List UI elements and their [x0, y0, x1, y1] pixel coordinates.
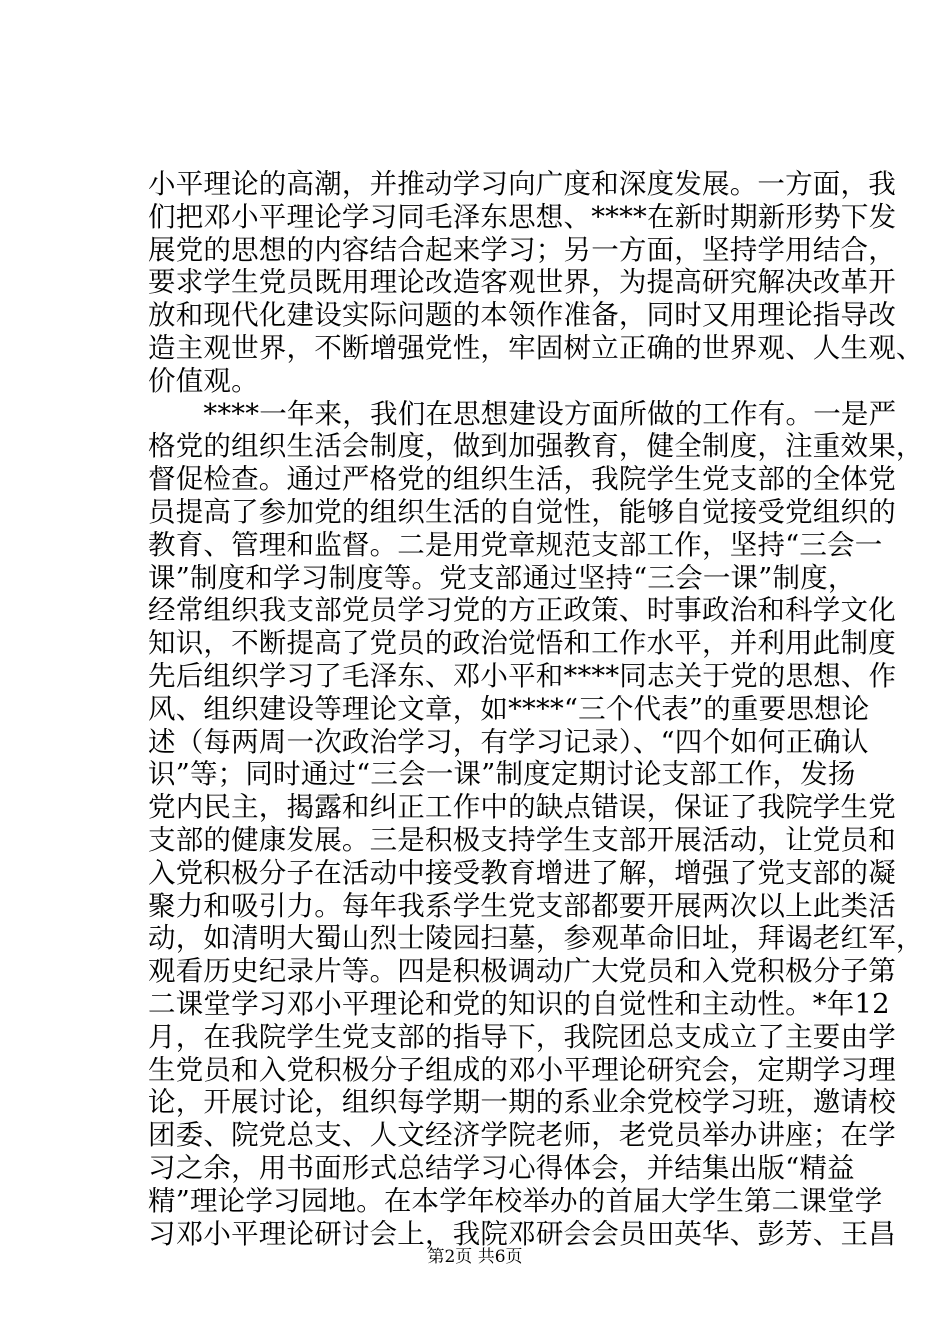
page-footer: 第2页 共6页: [427, 1247, 523, 1267]
text-line: 二课堂学习邓小平理论和党的知识的自觉性和主动性。*年12: [148, 987, 890, 1020]
text-line: 放和现代化建设实际问题的本领作准备，同时又用理论指导改: [148, 299, 896, 332]
text-line: 要求学生党员既用理论改造客观世界，为提高研究解决改革开: [148, 266, 896, 299]
text-line: 价值观。: [148, 364, 259, 397]
body-text: [148, 168, 924, 1250]
text-line: ****一年来，我们在思想建设方面所做的工作有。一是严: [148, 397, 897, 430]
text-line: 述（每两周一次政治学习，有学习记录）、“四个如何正确认: [148, 725, 869, 758]
text-line: 们把邓小平理论学习同毛泽东思想、****在新时期新形势下发: [148, 200, 897, 233]
text-line: 教育、管理和监督。二是用党章规范支部工作，坚持“三会一: [148, 528, 883, 561]
text-line: 识”等；同时通过“三会一课”制度定期讨论支部工作，发扬: [148, 758, 856, 791]
text-line: 知识，不断提高了党员的政治觉悟和工作水平，并利用此制度: [148, 627, 896, 660]
text-line: 展党的思想的内容结合起来学习；另一方面，坚持学用结合，: [148, 233, 896, 266]
text-line: 造主观世界，不断增强党性，牢固树立正确的世界观、人生观、: [148, 331, 924, 364]
text-line: 党内民主，揭露和纠正工作中的缺点错误，保证了我院学生党: [148, 791, 896, 824]
text-line: 格党的组织生活会制度，做到加强教育，健全制度，注重效果，: [148, 430, 924, 463]
text-line: 论，开展讨论，组织每学期一期的系业余党校学习班，邀请校: [148, 1086, 896, 1119]
text-line: 督促检查。通过严格党的组织生活，我院学生党支部的全体党: [148, 463, 896, 496]
text-line: 支部的健康发展。三是积极支持学生支部开展活动，让党员和: [148, 823, 896, 856]
text-line: 生党员和入党积极分子组成的邓小平理论研究会，定期学习理: [148, 1053, 896, 1086]
text-line: 精”理论学习园地。在本学年校举办的首届大学生第二课堂学: [148, 1184, 883, 1217]
text-line: 风、组织建设等理论文章，如****“三个代表”的重要思想论: [148, 692, 870, 725]
text-line: 员提高了参加党的组织生活的自觉性，能够自觉接受党组织的: [148, 495, 896, 528]
text-line: 先后组织学习了毛泽东、邓小平和****同志关于党的思想、作: [148, 659, 897, 692]
text-line: 经常组织我支部党员学习党的方正政策、时事政治和科学文化: [148, 594, 896, 627]
text-line: 观看历史纪录片等。四是积极调动广大党员和入党积极分子第: [148, 955, 896, 988]
text-line: 课”制度和学习制度等。党支部通过坚持“三会一课”制度，: [148, 561, 856, 594]
text-line: 入党积极分子在活动中接受教育增进了解，增强了党支部的凝: [148, 856, 896, 889]
text-line: 习之余，用书面形式总结学习心得体会，并结集出版“精益: [148, 1151, 855, 1184]
text-line: 聚力和吸引力。每年我系学生党支部都要开展两次以上此类活: [148, 889, 896, 922]
text-line: 动，如清明大蜀山烈士陵园扫墓，参观革命旧址，拜谒老红军，: [148, 922, 924, 955]
text-line: 小平理论的高潮，并推动学习向广度和深度发展。一方面，我: [148, 168, 896, 200]
text-line: 月，在我院学生党支部的指导下，我院团总支成立了主要由学: [148, 1020, 896, 1053]
text-line: 习邓小平理论研讨会上，我院邓研会会员田英华、彭芳、王昌: [148, 1217, 896, 1250]
text-line: 团委、院党总支、人文经济学院老师，老党员举办讲座；在学: [148, 1119, 896, 1152]
